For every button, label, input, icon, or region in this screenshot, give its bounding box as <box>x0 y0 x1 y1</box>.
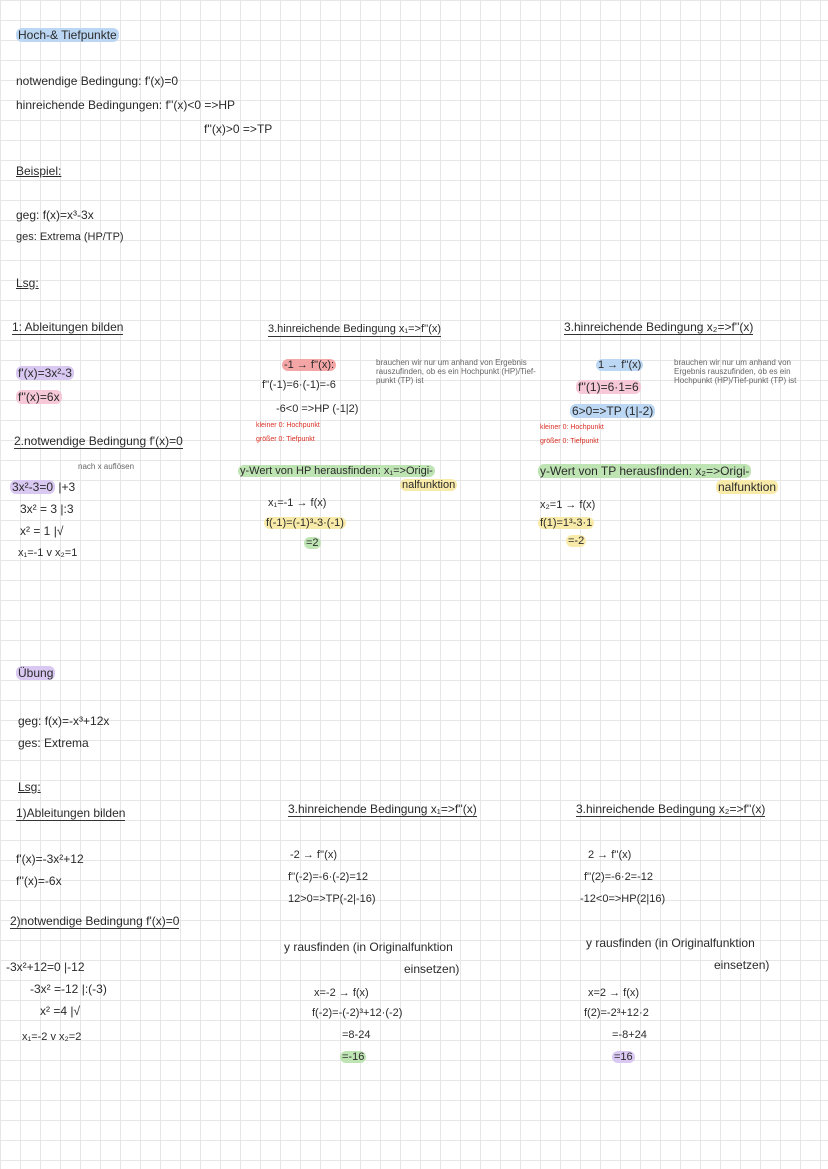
tp-y-line-3: =-2 <box>568 535 585 547</box>
exercise-given: geg: f(x)=-x³+12x <box>18 714 110 728</box>
sought: ges: Extrema (HP/TP) <box>16 231 124 243</box>
tp-greater-note: größer 0: Tiefpunkt <box>540 438 599 445</box>
step1-title: 1: Ableitungen bilden <box>12 320 124 334</box>
page-title: Hoch-& Tiefpunkte <box>18 28 117 42</box>
exercise-a-y-title: y rausfinden (in Originalfunktion <box>284 940 453 954</box>
exercise-b-y-line-2: f(2)=-2³+12·2 <box>584 1007 649 1019</box>
exercise-first-derivative: f'(x)=-3x²+12 <box>16 852 84 866</box>
exercise-b-y-line-1: x=2 → f(x) <box>588 987 640 999</box>
hp-y-title-2: nalfunktion <box>402 479 456 491</box>
example-label: Beispiel: <box>16 164 62 178</box>
exercise-solution-label: Lsg: <box>18 780 41 794</box>
tp-bracket-note: brauchen wir nur um anhand von Ergebnis rauszufinden, ob es ein Hochpunkt (HP)/Tief-punkt (TP) ist <box>674 358 797 385</box>
exercise-a-y-line-3: =8-24 <box>342 1029 371 1041</box>
solve-note: nach x auflösen <box>78 462 135 471</box>
hp-greater-note: größer 0: Tiefpunkt <box>256 436 315 443</box>
equation-line-1: 3x²-3=0 |+3 <box>12 480 76 494</box>
tp-y-line-1: x₂=1 → f(x) <box>540 499 596 511</box>
exercise-a-y-title-2: einsetzen) <box>404 962 460 976</box>
tp-line-3: 6>0=>TP (1|-2) <box>572 404 654 418</box>
exercise-b-y-line-4: =16 <box>614 1051 633 1063</box>
exercise-roots: x₁=-2 v x₂=2 <box>22 1031 82 1043</box>
hp-y-title: y-Wert von HP herausfinden: x₁=>Origi- <box>240 465 433 477</box>
equation-line-3: x² = 1 |√ <box>20 524 64 538</box>
hp-line-1: -1 → f''(x): <box>284 359 335 371</box>
exercise-b-line-2: f''(2)=-6·2=-12 <box>584 871 654 883</box>
hp-y-line-3: =2 <box>306 537 319 549</box>
exercise-a-line-3: 12>0=>TP(-2|-16) <box>288 893 376 905</box>
exercise-a-line-1: -2 → f''(x) <box>290 849 337 861</box>
hp-bracket-note: brauchen wir nur um anhand von Ergebnis rauszufinden, ob es ein Hochpunkt (HP)/Tief-punkt (TP) ist <box>376 358 536 385</box>
hp-y-line-1: x₁=-1 → f(x) <box>268 497 327 509</box>
exercise-second-derivative: f''(x)=-6x <box>16 874 62 888</box>
given: geg: f(x)=x³-3x <box>16 208 94 222</box>
tp-y-title-2: nalfunktion <box>718 480 777 494</box>
exercise-b-y-line-3: =-8+24 <box>612 1029 647 1041</box>
exercise-step1-title: 1)Ableitungen bilden <box>16 806 126 820</box>
exercise-a-y-line-1: x=-2 → f(x) <box>314 987 369 999</box>
tp-y-title: y-Wert von TP herausfinden: x₂=>Origi- <box>540 464 750 478</box>
exercise-b-y-title-2: einsetzen) <box>714 958 770 972</box>
exercise-a-line-2: f''(-2)=-6·(-2)=12 <box>288 871 368 883</box>
hp-condition-title: 3.hinreichende Bedingung x₁=>f''(x) <box>268 323 442 335</box>
exercise-step2-title: 2)notwendige Bedingung f'(x)=0 <box>10 914 180 928</box>
exercise-a-title: 3.hinreichende Bedingung x₁=>f''(x) <box>288 802 477 816</box>
roots: x₁=-1 v x₂=1 <box>18 547 78 559</box>
exercise-eq-3: x² =4 |√ <box>40 1004 81 1018</box>
exercise-b-line-3: -12<0=>HP(2|16) <box>580 893 666 905</box>
hp-line-2: f''(-1)=6·(-1)=-6 <box>262 379 336 391</box>
step2-title: 2.notwendige Bedingung f'(x)=0 <box>14 434 183 448</box>
hp-line-3: -6<0 =>HP (-1|2) <box>276 403 359 415</box>
tp-smaller-note: kleiner 0: Hochpunkt <box>540 424 604 431</box>
exercise-b-line-1: 2 → f''(x) <box>588 849 632 861</box>
solution-label: Lsg: <box>16 276 39 290</box>
first-derivative: f'(x)=3x²-3 <box>18 366 72 380</box>
tp-y-line-2: f(1)=1³-3·1 <box>540 517 593 529</box>
exercise-eq-2: -3x² =-12 |:(-3) <box>30 982 107 996</box>
exercise-eq-1: -3x²+12=0 |-12 <box>6 960 85 974</box>
hp-y-line-2: f(-1)=(-1)³-3·(-1) <box>266 517 344 529</box>
equation-line-2: 3x² = 3 |:3 <box>20 502 74 516</box>
second-derivative: f''(x)=6x <box>18 390 60 404</box>
exercise-b-title: 3.hinreichende Bedingung x₂=>f''(x) <box>576 802 766 816</box>
exercise-label: Übung <box>18 666 54 680</box>
exercise-sought: ges: Extrema <box>18 736 89 750</box>
exercise-a-y-line-2: f(-2)=-(-2)³+12·(-2) <box>312 1007 403 1019</box>
exercise-b-y-title: y rausfinden (in Originalfunktion <box>586 936 755 950</box>
tp-line-2: f''(1)=6·1=6 <box>578 380 639 394</box>
exercise-a-y-line-4: =-16 <box>342 1051 365 1063</box>
tp-condition-title: 3.hinreichende Bedingung x₂=>f''(x) <box>564 320 754 334</box>
sufficient-condition-tp: f''(x)>0 =>TP <box>204 122 273 136</box>
tp-line-1: 1 → f''(x) <box>598 359 642 371</box>
necessary-condition: notwendige Bedingung: f'(x)=0 <box>16 74 179 88</box>
hp-smaller-note: kleiner 0: Hochpunkt <box>256 422 320 429</box>
sufficient-condition: hinreichende Bedingungen: f''(x)<0 =>HP <box>16 98 236 112</box>
